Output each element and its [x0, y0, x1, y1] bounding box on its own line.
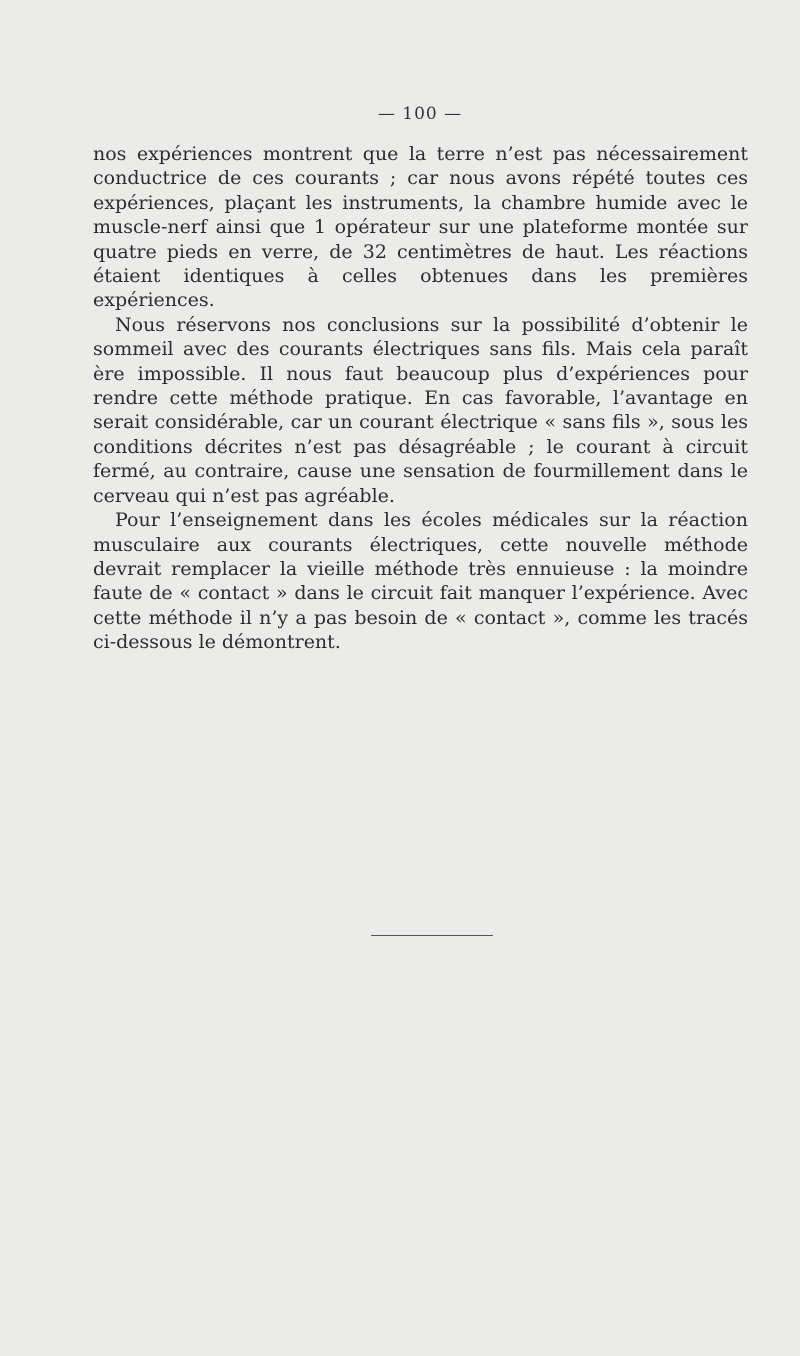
- body-text: [93, 142, 748, 655]
- section-divider: [371, 935, 493, 936]
- paragraph-1: nos expériences montrent que la terre n’est pas nécessairement conductrice de ces courants ; car nous avons répété toutes ces expériences, plaçant les instruments, la chambre humide avec le muscle-nerf ainsi que 1 opérateur sur une plateforme montée sur quatre pieds en verre, de 32 centimètres de haut. Les réactions étaient identiques à celles obtenues dans les premières expériences.: [93, 143, 748, 312]
- paragraph-3: Pour l’enseignement dans les écoles médicales sur la réaction musculaire aux courants électriques, cette nouvelle méthode devrait remplacer la vieille méthode très ennuieuse : la moindre faute de « contact » dans le circuit fait manquer l’expérience. Avec cette méthode il n’y a pas besoin de « contact », comme les tracés ci-dessous le démontrent.: [93, 509, 748, 654]
- paragraph-2: Nous réservons nos conclusions sur la possibilité d’obtenir le sommeil avec des courants électriques sans fils. Mais cela paraît ère impossible. Il nous faut beaucoup plus d’expériences pour rendre cette méthode pratique. En cas favorable, l’avantage en serait considérable, car un courant électrique « sans fils », sous les conditions décrites n’est pas désagréable ; le courant à circuit fermé, au contraire, cause une sensation de fourmillement dans le cerveau qui n’est pas agréable.: [93, 313, 748, 507]
- page-number: — 100 —: [377, 104, 463, 124]
